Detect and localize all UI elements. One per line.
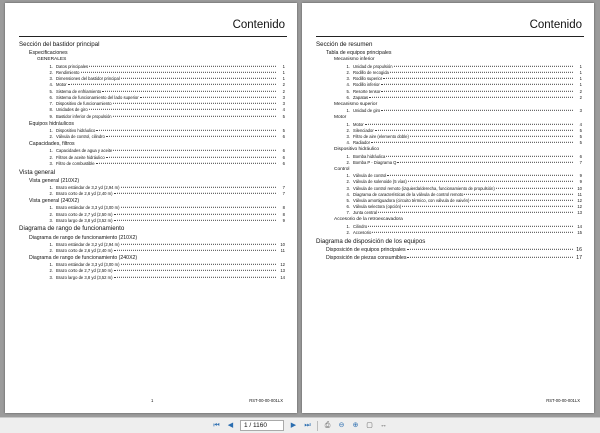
entry-number: 1. — [49, 127, 53, 133]
dot-leader — [372, 232, 573, 233]
entry-number: 2. — [346, 230, 350, 236]
entry-title: Brazo estándar de 3,2 yd (2,94 m) — [56, 184, 120, 190]
entry-number: 4. — [346, 82, 350, 88]
entry-number: 1. — [49, 205, 53, 211]
dot-leader — [121, 243, 276, 244]
entry-page: 2 — [579, 88, 582, 94]
entry-number: 2. — [49, 190, 53, 196]
entry-page: 5 — [282, 127, 285, 133]
entry-number: 2. — [49, 247, 53, 253]
entry-page: 1 — [579, 70, 582, 76]
page-number-value: 1 / 1160 — [244, 422, 268, 429]
toolbar-separator — [317, 421, 318, 431]
entry-page: 6 — [282, 160, 285, 166]
entry-title: Filtro de aire (elemento doble) — [353, 134, 409, 140]
entry-title: Rodillo de recogida — [353, 70, 389, 76]
entry-page: 12 — [577, 204, 582, 210]
group-heading: Accesorio de la retroexcavadora — [334, 217, 403, 223]
entry-page: 17 — [576, 255, 582, 262]
right-page — [302, 3, 594, 413]
section-heading: Diagrama de rango de funcionamiento — [19, 225, 125, 233]
entry-title: Filtros de aceite hidráulico — [56, 154, 105, 160]
group-heading: Motor — [334, 115, 347, 121]
entry-page: 3 — [579, 108, 582, 114]
dot-leader — [89, 66, 276, 67]
toc-entry — [19, 191, 285, 197]
dot-leader — [114, 270, 276, 271]
entry-page: 5 — [282, 113, 285, 119]
subsection-heading: Diagrama de rango de funcionamiento (240X2) — [29, 255, 138, 262]
fit-page-icon[interactable]: ▢ — [366, 421, 373, 429]
entry-page: 7 — [282, 184, 285, 190]
entry-number: 3. — [346, 134, 350, 140]
doc-code: RST-00-00-001LX — [546, 398, 580, 403]
entry-page: 13 — [577, 210, 582, 216]
entry-number: 2. — [346, 127, 350, 133]
title-rule — [316, 36, 584, 37]
toc-entry — [316, 108, 582, 114]
entry-title: Válvula de control remoto (izquierda/derecha, funcionamiento de propulsión) — [353, 185, 495, 191]
entry-number: 1. — [346, 153, 350, 159]
entry-page: 8 — [282, 211, 285, 217]
dot-leader — [369, 97, 573, 98]
entry-title: Motor — [353, 121, 364, 127]
last-page-icon[interactable]: ⏭ — [304, 421, 311, 429]
entry-title: Brazo estándar de 3,3 yd (3,00 m) — [56, 262, 120, 268]
dot-leader — [96, 130, 276, 131]
entry-title: Unidades de giro — [56, 107, 88, 113]
entry-title: Diagrama de características de la válvula de control remoto — [353, 191, 464, 197]
group-heading: Dispositivo hidráulico — [334, 147, 380, 153]
page-title: Contenido — [529, 19, 582, 31]
entry-number: 7. — [49, 101, 53, 107]
dot-leader — [408, 181, 573, 182]
fit-width-icon[interactable]: ↔ — [380, 421, 387, 429]
entry-number: 3. — [49, 217, 53, 223]
entry-number: 6. — [49, 94, 53, 100]
group-heading: Control — [334, 166, 350, 172]
entry-page: 1 — [282, 63, 285, 69]
entry-number: 2. — [49, 268, 53, 274]
dot-leader — [96, 163, 276, 164]
entry-page: 12 — [577, 198, 582, 204]
entry-title: Brazo corto de 2,7 yd (2,50 m) — [56, 211, 113, 217]
entry-page: 15 — [577, 230, 582, 236]
entry-title: Resorte tensor — [353, 88, 381, 94]
dot-leader — [114, 193, 276, 194]
dot-leader — [383, 78, 573, 79]
page-number-input[interactable] — [240, 420, 284, 431]
dot-leader — [102, 90, 276, 91]
entry-page: 10 — [280, 241, 285, 247]
toc-entry — [19, 161, 285, 167]
entry-page: 16 — [576, 246, 582, 253]
entry-number: 6. — [346, 204, 350, 210]
entry-number: 2. — [346, 70, 350, 76]
dot-leader — [394, 66, 573, 67]
entry-title: Válvula selectora (opción) — [353, 204, 402, 210]
entry-number: 1. — [49, 184, 53, 190]
entry-title: Válvula de control, cilindro — [56, 134, 105, 140]
entry-page: 9 — [579, 173, 582, 179]
print-icon[interactable]: ⎙ — [324, 421, 331, 429]
dot-leader — [113, 115, 276, 116]
title-rule — [19, 36, 287, 37]
entry-number: 3. — [49, 274, 53, 280]
entry-title: Brazo largo de 3,8 yd (3,52 m) — [56, 274, 113, 280]
entry-title: Brazo largo de 3,8 yd (3,52 m) — [56, 217, 113, 223]
entry-number: 5. — [49, 88, 53, 94]
toc-entry — [19, 114, 285, 120]
dot-leader — [121, 78, 276, 79]
entry-page: 6 — [282, 154, 285, 160]
subsection-heading: Diagrama de rango de funcionamiento (210X2) — [29, 234, 138, 241]
group-heading: Mecanismo inferior — [334, 57, 375, 63]
subsection-heading: Equipos hidráulicos — [29, 120, 74, 127]
entry-number: 4. — [346, 140, 350, 146]
toc-entry — [316, 140, 582, 146]
entry-page: 8 — [282, 205, 285, 211]
previous-page-icon[interactable]: ◀ — [227, 421, 234, 429]
entry-number: 3. — [49, 76, 53, 82]
entry-title: Unidad de propulsión — [353, 63, 393, 69]
dot-leader — [106, 156, 276, 157]
dot-leader — [106, 136, 276, 137]
dot-leader — [81, 72, 276, 73]
entry-title: Dispositivo hidráulico — [56, 127, 96, 133]
entry-number: 1. — [346, 108, 350, 114]
section-heading: Sección de resumen — [316, 40, 373, 48]
entry-page: 1 — [579, 82, 582, 88]
entry-page: 6 — [282, 134, 285, 140]
subsection-heading: Tabla de equipos principales — [326, 49, 392, 56]
toc-entry — [19, 134, 285, 140]
toc-entry — [316, 230, 582, 236]
entry-title: Brazo corto de 2,7 yd (2,50 m) — [56, 268, 113, 274]
entry-title: Válvula de control — [353, 173, 387, 179]
entry-title: Disposición de piezas consumibles — [326, 255, 407, 262]
entry-number: 1. — [346, 223, 350, 229]
dot-leader — [387, 175, 573, 176]
entry-title: Brazo estándar de 3,3 yd (3,00 m) — [56, 205, 120, 211]
entry-page: 4 — [579, 121, 582, 127]
dot-leader — [375, 130, 573, 131]
entry-title: Bastidor inferior de propulsión — [56, 113, 112, 119]
entry-page: 13 — [280, 268, 285, 274]
table-of-contents — [316, 39, 582, 262]
toc-entry — [19, 275, 285, 281]
dot-leader — [365, 123, 573, 124]
entry-title: Rodillo inferior — [353, 82, 380, 88]
entry-title: Bomba P - Diagrama Q — [353, 159, 397, 165]
entry-number: 1. — [346, 63, 350, 69]
entry-title: Brazo corto de 2,6 yd (2,40 m) — [56, 247, 113, 253]
dot-leader — [89, 109, 276, 110]
entry-page: 11 — [280, 247, 285, 253]
dot-leader — [121, 187, 276, 188]
dot-leader — [397, 162, 573, 163]
entry-page: 6 — [579, 153, 582, 159]
entry-page: 1 — [282, 76, 285, 82]
dot-leader — [407, 249, 573, 250]
entry-page: 1 — [282, 70, 285, 76]
dot-leader — [121, 207, 276, 208]
entry-number: 3. — [346, 185, 350, 191]
entry-number: 1. — [49, 241, 53, 247]
table-of-contents — [19, 39, 285, 281]
dot-leader — [381, 110, 573, 111]
entry-title: Cilindro — [353, 223, 368, 229]
entry-page: 14 — [577, 223, 582, 229]
entry-page: 5 — [579, 127, 582, 133]
subsection-heading: Vista general (210X2) — [29, 177, 80, 184]
entry-number: 4. — [346, 191, 350, 197]
toc-entry — [316, 255, 582, 262]
entry-number: 2. — [49, 70, 53, 76]
entry-number: 1. — [346, 173, 350, 179]
next-page-icon[interactable]: ▶ — [290, 421, 297, 429]
dot-leader — [114, 220, 276, 221]
page-title: Contenido — [232, 19, 285, 31]
entry-title: Datos principales — [56, 63, 89, 69]
entry-number: 3. — [49, 160, 53, 166]
entry-title: Zapatas — [353, 94, 369, 100]
entry-number: 1. — [49, 262, 53, 268]
dot-leader — [114, 213, 276, 214]
entry-number: 7. — [346, 210, 350, 216]
entry-number: 2. — [49, 134, 53, 140]
entry-page: 7 — [579, 159, 582, 165]
section-heading: Sección del bastidor principal — [19, 40, 100, 48]
dot-leader — [113, 150, 276, 151]
entry-number: 2. — [346, 159, 350, 165]
entry-number: 2. — [49, 211, 53, 217]
entry-title: Filtro de combustible — [56, 160, 95, 166]
entry-page: 7 — [282, 190, 285, 196]
entry-title: Rendimiento — [56, 70, 80, 76]
dot-leader — [407, 257, 573, 258]
dot-leader — [114, 250, 276, 251]
toc-entry — [19, 248, 285, 254]
entry-page: 6 — [282, 148, 285, 154]
entry-title: Rodillo superior — [353, 76, 383, 82]
entry-page: 2 — [579, 94, 582, 100]
entry-page: 3 — [282, 94, 285, 100]
dot-leader — [381, 90, 573, 91]
entry-page: 2 — [282, 88, 285, 94]
entry-page: 9 — [579, 179, 582, 185]
page-number: 1 — [151, 398, 154, 403]
entry-number: 8. — [49, 107, 53, 113]
toc-entry — [316, 160, 582, 166]
entry-number: 5. — [346, 88, 350, 94]
entry-title: Sistema de funcionamiento del lado superior — [56, 94, 139, 100]
viewer-toolbar — [0, 417, 600, 433]
dot-leader — [410, 136, 573, 137]
entry-number: 5. — [346, 198, 350, 204]
entry-number: 2. — [346, 179, 350, 185]
left-page — [5, 3, 297, 413]
entry-title: Radiador — [353, 140, 370, 146]
dot-leader — [390, 72, 573, 73]
group-heading: Mecanismo superior — [334, 101, 378, 107]
entry-page: 1 — [579, 63, 582, 69]
entry-number: 6. — [346, 94, 350, 100]
section-heading: Vista general — [19, 168, 56, 176]
entry-number: 9. — [49, 113, 53, 119]
entry-title: Junta central — [353, 210, 377, 216]
dot-leader — [113, 103, 276, 104]
toc-entry — [316, 210, 582, 216]
entry-title: Disposición de equipos principales — [326, 246, 406, 253]
first-page-icon[interactable]: ⏮ — [213, 421, 220, 429]
entry-page: 1 — [579, 76, 582, 82]
dot-leader — [470, 200, 573, 201]
dot-leader — [140, 97, 276, 98]
entry-page: 9 — [282, 217, 285, 223]
entry-page: 2 — [282, 82, 285, 88]
dot-leader — [121, 264, 276, 265]
zoom-in-icon[interactable]: ⊕ — [352, 421, 359, 429]
entry-title: Bomba hidráulica — [353, 153, 386, 159]
toc-entry — [316, 95, 582, 101]
doc-code: RST-00-00-001LX — [249, 398, 283, 403]
entry-page: 10 — [577, 185, 582, 191]
entry-number: 1. — [49, 63, 53, 69]
dot-leader — [464, 194, 573, 195]
entry-title: Sistema de enfriamiento — [56, 88, 102, 94]
entry-title: Silenciador — [353, 127, 374, 133]
dot-leader — [371, 142, 573, 143]
entry-number: 2. — [49, 154, 53, 160]
entry-title: Unidad de giro — [353, 108, 381, 114]
dot-leader — [378, 212, 573, 213]
dot-leader — [114, 276, 276, 277]
entry-page: 14 — [280, 274, 285, 280]
entry-title: Válvula amortiguadora (circuito térmico, con válvula de vaivén) — [353, 198, 470, 204]
entry-title: Capacidades de agua y aceite — [56, 148, 113, 154]
dot-leader — [386, 155, 573, 156]
dot-leader — [368, 226, 573, 227]
group-heading: GENERALES — [37, 57, 67, 63]
dot-leader — [381, 84, 573, 85]
zoom-out-icon[interactable]: ⊖ — [338, 421, 345, 429]
toc-entry — [316, 247, 582, 254]
entry-title: Dimensiones del bastidor principal — [56, 76, 120, 82]
entry-page: 3 — [282, 101, 285, 107]
entry-title: Brazo estándar de 3,2 yd (2,94 m) — [56, 241, 120, 247]
entry-page: 11 — [577, 191, 582, 197]
entry-number: 3. — [346, 76, 350, 82]
section-heading: Diagrama de disposición de los equipos — [316, 237, 426, 245]
entry-number: 4. — [49, 82, 53, 88]
entry-page: 5 — [579, 134, 582, 140]
entry-title: Brazo corto de 2,6 yd (2,40 m) — [56, 190, 113, 196]
entry-number: 1. — [346, 121, 350, 127]
subsection-heading: Especificaciones — [29, 49, 68, 56]
entry-page: 5 — [579, 140, 582, 146]
dot-leader — [402, 206, 573, 207]
entry-title: Motor — [56, 82, 67, 88]
entry-title: Accesorio — [353, 230, 372, 236]
subsection-heading: Capacidades, filtros — [29, 141, 75, 148]
entry-page: 12 — [280, 262, 285, 268]
toc-entry — [19, 218, 285, 224]
entry-title: Válvula de solenoide (5 vías) — [353, 179, 407, 185]
dot-leader — [496, 187, 573, 188]
dot-leader — [68, 84, 276, 85]
entry-number: 1. — [49, 148, 53, 154]
subsection-heading: Vista general (240X2) — [29, 198, 80, 205]
entry-page: 4 — [282, 107, 285, 113]
entry-title: Dispositivo de funcionamiento — [56, 101, 112, 107]
